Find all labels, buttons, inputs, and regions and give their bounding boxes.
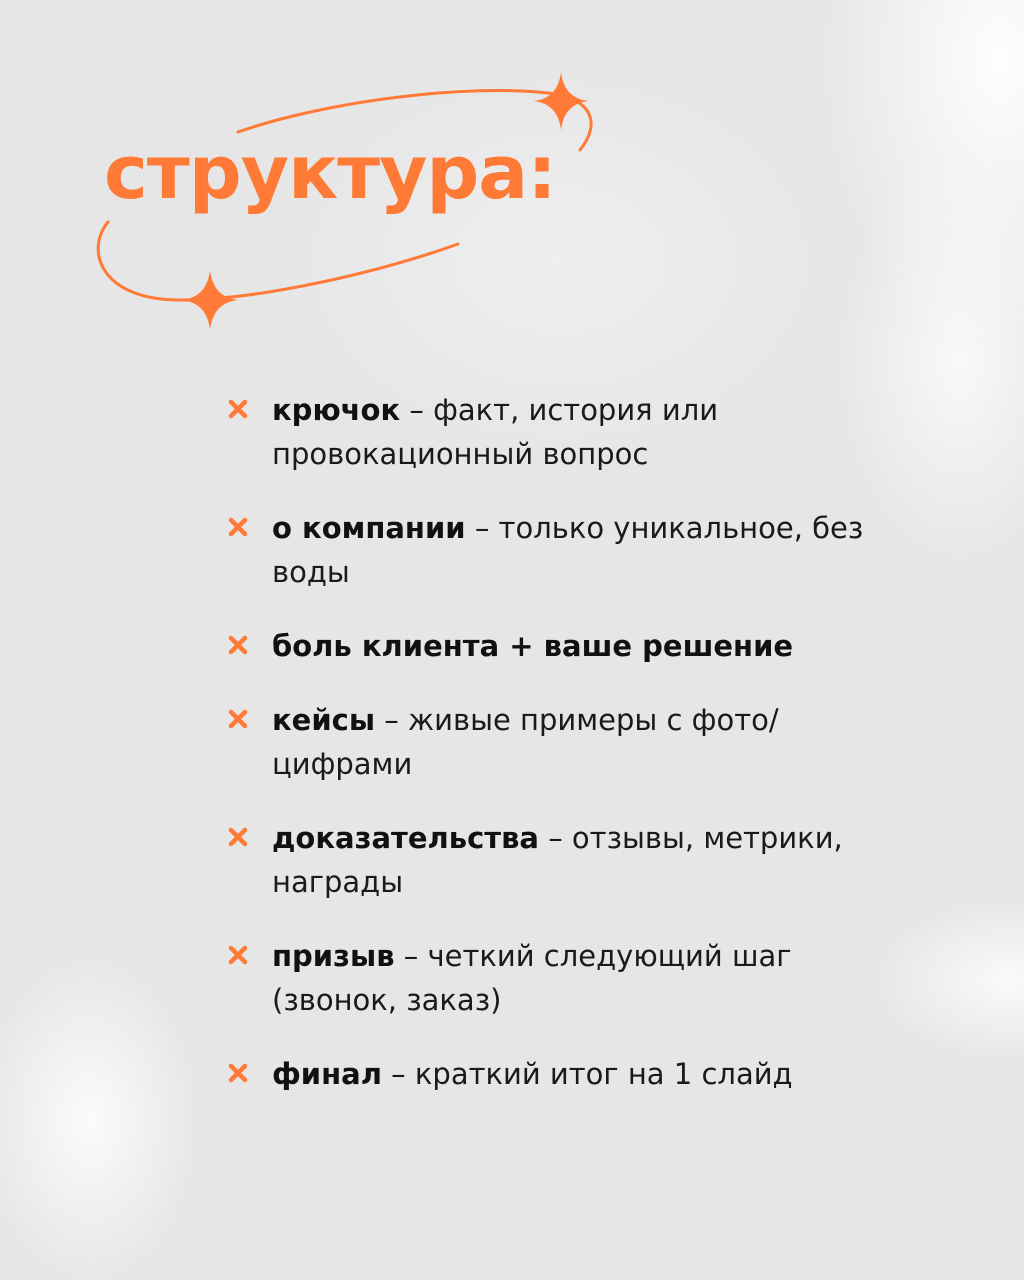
item-term: боль клиента + ваше решение	[272, 629, 794, 663]
list-item	[226, 624, 866, 668]
item-text: – краткий итог на 1 слайд	[381, 1057, 793, 1091]
item-term: кейсы	[272, 703, 376, 737]
sparkle-icon-bottom	[182, 270, 238, 330]
structure-list	[226, 388, 866, 1126]
list-item	[226, 816, 866, 904]
item-term: крючок	[272, 393, 401, 427]
page-title: структура:	[104, 130, 556, 216]
cross-icon	[226, 825, 250, 849]
list-item	[226, 388, 866, 476]
list-item	[226, 698, 866, 786]
item-text: – факт, история или провокационный вопрос	[272, 393, 719, 471]
item-term: финал	[272, 1057, 382, 1091]
list-item	[226, 1052, 866, 1096]
item-term: о компании	[272, 511, 466, 545]
item-term: призыв	[272, 939, 395, 973]
cross-icon	[226, 707, 250, 731]
item-text: – четкий следующий шаг (звонок, заказ)	[272, 939, 792, 1017]
cross-icon	[226, 1061, 250, 1085]
item-text: – отзывы, метрики, награды	[272, 821, 843, 899]
cross-icon	[226, 515, 250, 539]
sparkle-icon-top	[534, 72, 588, 130]
item-text: – живые примеры с фото/цифрами	[272, 703, 779, 781]
item-text: – только уникальное, без воды	[272, 511, 864, 589]
cross-icon	[226, 943, 250, 967]
orbit-line-bottom	[98, 222, 458, 300]
list-item	[226, 506, 866, 594]
list-item	[226, 934, 866, 1022]
item-term: доказательства	[272, 821, 539, 855]
cross-icon	[226, 397, 250, 421]
cross-icon	[226, 633, 250, 657]
